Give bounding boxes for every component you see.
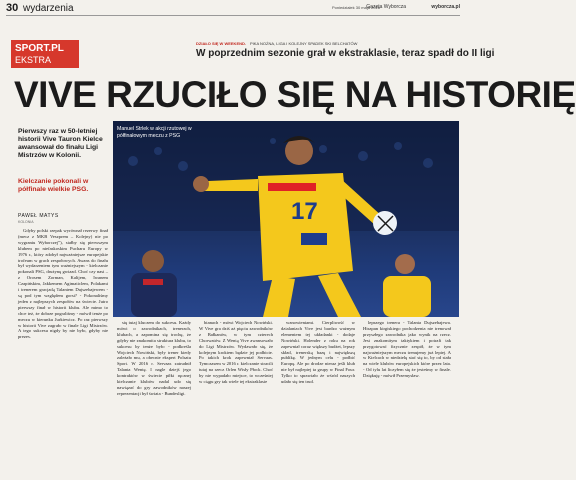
lead-highlight: Kielczanie pokonali w półfinale wielkie PSG. (18, 178, 89, 193)
article-column-2 (117, 320, 191, 398)
article-column-5 (363, 320, 451, 380)
section-box-subtitle: EKSTRA (15, 55, 52, 65)
article-photo (113, 121, 459, 317)
column-2-text: się tutaj kluczem do sukcesu. Każdy mówi o zawodnikach, trenerach, klubach, a zapomina się trochę, że gdyby nie znakomita struktura klubu, to sukcesu by tenże było - podkreśla Wojciech Nowiński, były trener kiedy zależało mu, a obecnie ekspert Polsatu Sport. W 2016 r. Servaas zatrudnił Talanta Wentę. I nagle dziejś jego kontraktów w świecie piłki ręcznej kielczanie klubów nadal udo się nawiązać do gry zawodników naszej reprezentacji był świata - Bundesligi. (117, 320, 191, 396)
page-number: 30 (6, 2, 19, 14)
dateline-place: KOLONIA (18, 220, 34, 224)
article-column-1 (18, 228, 108, 341)
teaser-title: W poprzednim sezonie grał w ekstraklasie, teraz spadł do II ligi (196, 48, 495, 59)
article-column-3 (199, 320, 273, 386)
svg-text:17: 17 (291, 198, 318, 225)
site-url: wyborcza.pl (431, 4, 460, 10)
section-label: wydarzenia (23, 3, 74, 14)
teaser-text: PIKA NOŻNA, LIGA I KOLEJNY SPADEK SKI BELCHATÓW (250, 41, 358, 46)
author-byline: PAWEŁ MATYS (18, 213, 59, 219)
header-rule (6, 15, 460, 16)
column-1-text: Gdyby polski rzepak wyrównał rezerwy finał (mecz z MKB Veszprem – Kolejny) nie po wygraniu Wyborczej”), stałby się pierwszym klubem po niefaskoskim Pucharu Europy w 1976 r., który zdobył najważniejsze europejskie trofeum w grach zespołowych. Awans do finału był wydarzeniem tym ważniejszym - kielczanie pokonali PSG, drużynę gwiazd. Choć czy nasi – z Orosem Zorman, Kalijem, Iwanem Czapińskim, Jakkemem Agimaticlem, Polakami i trenerem gracjadą Talantem Dujszebajewem - są pod tym względem gorsi? - Pokonaliśmy jeden z najlepszych zespołów na świecie. Jutro pierwszy finał w historii klubu. Ale mimo to chce też, że dobrze pograliśmy - mówił tenże po meczu w kierunku Jurkiewicz. Po raz pierwszy w historii Vive zagrało w finale Ligi Mistrzów. A tego sukcesu nigdy by nie było, gdyby nie prezes. (18, 228, 108, 340)
section-box-title: SPORT.PL (15, 43, 64, 54)
paper-name: Gazeta Wyborcza (366, 4, 406, 10)
lead-paragraph: Pierwszy raz w 50-letniej historii Vive Tauron Kielce awansował do finału Ligi Mistrzów w Kolonii. (18, 128, 103, 159)
teaser-tag: DZIAŁO SIĘ W WEEKEND. (196, 41, 246, 46)
article-column-4 (281, 320, 355, 386)
column-3-text: bianach - mówi Wojciech Nowiński. W Vive gra dziś aż pięciu zawodników z Bałkanów, w tym czterech Chorwatów. Z Wentą Vive awansowało do Ligi Mistrzów. Wydawało się, że kolejnym krokiem będzie jej podbicie. Po takich krok zapewniał Servaas. Tymczasem w 2016 r. kielczanie stracili tutaj na rzecz Orlen Wisły Płock. Choć by nie wypadało miejsce, to wcześniej w ciągu gry tak wiele tej ekstraklasie (199, 320, 273, 385)
column-4-text: wznowieniami. Cierpliwość w dzialaniach Vive jest bardzo ważnym elementem tej układanki - dodaje Nowiński. Holender z roku na rok zapewniał coraz większy budżet, lepszy skład, trenerską bazę i największą publikę. W jednym celu - podbić Europę. Ale po drodze nieraz jeśli klub nie był najlepiej ta grupy w Final Four. Tylko to sprawiało że wśród naszych udało się ten trud. (281, 320, 355, 385)
handball-photo-illustration (113, 121, 459, 317)
headline: VIVE RZUCIŁO SIĘ NA HISTORIĘ (14, 74, 576, 115)
photo-caption: Manuel Strlek w akcji rzutowej w półfinałowym meczu z PSG (117, 126, 192, 139)
column-5-text: lepszego trenera - Talanta Dujszebajewa. Hiszpan kirgiskiego pochodzenia nie trenował przyszłego zawodnika jako wynik na rzecz. Jest znakomitym taktykiem i potrafi tak przygotować fizycznie zespół, że w tym najważniejszym meczu trenujemy już lepiej. A w Kielcach w niedzielę stać się to, by od stała na wiele klubów europejskich które przez lata. - Od tylu lat liczyłem się że jesteśmy w finale. Dziękuję - mówił Przemysław. (363, 320, 451, 379)
section-box (11, 40, 79, 68)
issue-date: Poniedziałek 30 maja 2016 (331, 5, 380, 10)
